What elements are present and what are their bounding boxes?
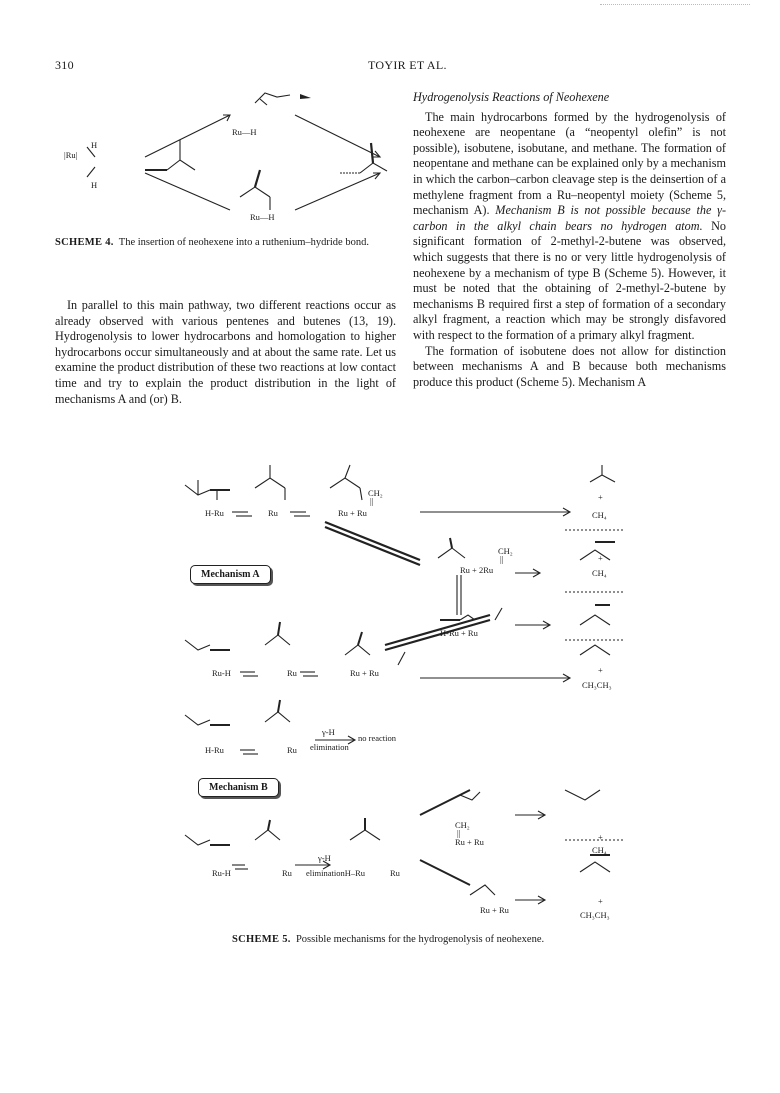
right-paragraph-1-b: No significant formation of 2-methyl-2-butene was observed, which suggests that there is no or very little hydrogenolysis of neohexene by a mechanism of type B (Scheme 5). However, it must be noted that the obtaining of 2-methyl-2-butene by mechanisms B required first a step of formation of a secondary alkyl fragment, a reaction which may be strongly disfavored with respect to the formation of a primary alkyl fragment. [413,218,726,342]
s5-dbl-2: || [500,554,504,564]
scheme4-caption-text: The insertion of neohexene into a ruthenium–hydride bond. [118,237,369,248]
s5-ch4-3: CH₄ [592,845,607,855]
s5-ru-plus-ru-4: Ru + Ru [480,905,509,915]
s5-ru-plus-ru-2: Ru + Ru [350,668,379,678]
s5-plus-1: + [598,492,603,502]
page-number: 310 [55,58,74,72]
s5-h-ru-plus-ru: H-Ru + Ru [440,628,478,638]
s5-ch3ch3-1: CH₃CH₃ [582,680,612,690]
s5-ru-2: Ru [287,668,297,678]
right-column [413,90,726,390]
scheme4-ru-h-bottom: Ru—H [250,212,275,222]
s5-ru-4: Ru [282,868,292,878]
s5-ru-plus-ru-1: Ru + Ru [338,508,367,518]
s5-ch2-3: CH₂ [455,820,470,830]
s5-gamma-h-1: γ-H [322,727,335,737]
s5-plus-5: + [598,896,603,906]
scheme5-caption-label: SCHEME 5. [232,934,291,945]
scheme4-caption-label: SCHEME 4. [55,237,114,248]
s5-ru-5: Ru [390,868,400,878]
header-rule [600,4,750,5]
scheme4-h-top: H [91,140,98,150]
s5-dbl-1: || [370,496,374,506]
section-title: Hydrogenolysis Reactions of Neohexene [413,90,610,104]
running-title: TOYIR ET AL. [368,58,447,72]
scheme4-diagram [55,85,395,230]
s5-ru-1: Ru [268,508,278,518]
scheme4-caption [55,236,395,249]
left-paragraph: In parallel to this main pathway, two different reactions occur as already observed with various pentenes and butenes (13, 19). Hydrogenolysis to lower hydrocarbons and homologation to higher hydrocarbons occur simultaneously and at about the same rate. Let us examine the product distribution of these two reactions at low contact time and try to explain the product distribution in the light of mechanisms A and (or) B. [55,298,396,406]
s5-ru-3: Ru [287,745,297,755]
right-paragraph-1-a: The main hydrocarbons formed by the hydrogenolysis of neohexene are neopentane (a “neopentyl olefin” is not possible), isobutene, isobutane, and methane. The formation of neopentane and methane can be explained only by a mechanism in which the carbon–carbon cleavage step is the deinsertion of a methylene fragment from a Ru–neopentyl moiety (Scheme 5, mechanism A). [413,109,726,218]
s5-plus-2: + [598,553,603,563]
s5-h-ru-1: H-Ru [205,508,224,518]
scheme5-caption [232,933,652,946]
s5-ch2-2: CH₂ [498,546,513,556]
s5-ru-h-1: Ru-H [212,668,231,678]
s5-ch2-1: CH₂ [368,488,383,498]
left-column [55,298,396,407]
mechanism-b-label: Mechanism B [198,778,279,797]
s5-dbl-3: || [457,828,461,838]
s5-no-reaction: no reaction [358,733,396,743]
s5-ru-plus-2ru: Ru + 2Ru [460,565,494,575]
scheme4-h-bottom: H [91,180,98,190]
mechanism-a-label: Mechanism A [190,565,271,584]
right-paragraph-1 [413,110,726,344]
scheme4-ru-h-top: Ru—H [232,127,257,137]
s5-plus-3: + [598,665,603,675]
s5-h-ru-2: H-Ru [205,745,224,755]
s5-elimination-1: elimination [310,742,349,752]
scheme5-diagram [170,460,650,930]
s5-ch4-1: CH₄ [592,510,607,520]
s5-ch3ch3-2: CH₃CH₃ [580,910,610,920]
s5-gamma-h-2: γ-H [318,853,331,863]
right-paragraph-1-italic: Mechanism B is not possible because the γ-carbon in the alkyl chain bears no hydrogen atom. [413,203,726,233]
scheme5-caption-text: Possible mechanisms for the hydrogenolysis of neohexene. [295,934,545,945]
s5-ru-h-2: Ru-H [212,868,231,878]
s5-elim-h-ru: eliminationH–Ru [306,868,366,878]
s5-plus-4: + [598,832,603,842]
s5-ch4-2: CH₄ [592,568,607,578]
right-paragraph-2: The formation of isobutene does not allow for distinction between mechanisms A and B because both mechanisms produce this product (Scheme 5). Mechanism A [413,343,726,389]
scheme4-ru-left: |Ru| [64,150,78,160]
s5-ru-plus-ru-3: Ru + Ru [455,837,484,847]
